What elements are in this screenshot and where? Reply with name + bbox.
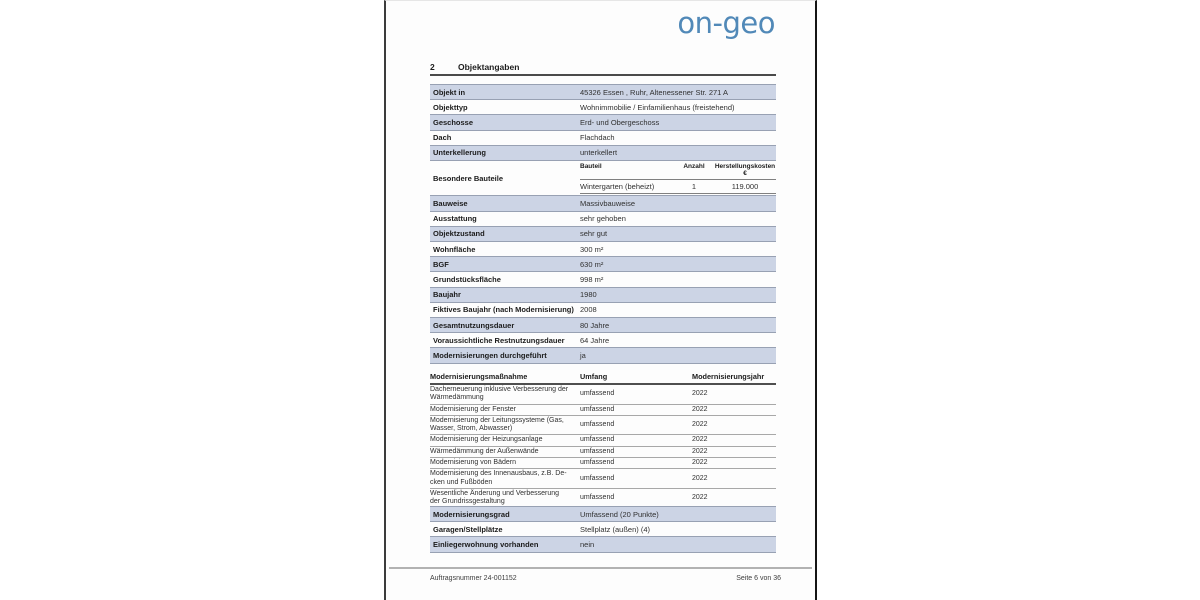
page-number: Seite 6 von 36 (736, 575, 781, 582)
row-value: Flachdach (580, 133, 615, 143)
row-label: Einliegerwohnung vorhanden (433, 539, 539, 549)
row-label: Gesamtnutzungsdauer (433, 320, 515, 330)
table-row (430, 131, 776, 146)
massnahme-cell: Wärmedämmung der Außenwände (430, 447, 539, 455)
modernisierung-row (430, 447, 776, 458)
jahr-cell: 2022 (692, 494, 708, 502)
table-row (430, 288, 776, 303)
table-row (430, 196, 776, 211)
jahr-cell: 2022 (692, 447, 708, 455)
row-label: Objektzustand (433, 229, 485, 239)
row-value: 45326 Essen , Ruhr, Altenessener Str. 271 A (580, 87, 729, 97)
row-value: sehr gehoben (580, 214, 626, 224)
massnahme-cell: Wesentliche Änderung und Verbesserung der Grundrissgestaltung (430, 489, 560, 506)
row-label: Grundstücksfläche (433, 274, 501, 284)
row-label: Baujahr (433, 290, 461, 300)
row-value: Umfassend (20 Punkte) (580, 509, 659, 519)
modernisierung-row (430, 435, 776, 446)
subtable-col-anzahl: Anzahl (683, 162, 705, 170)
modernisierung-row (430, 469, 776, 489)
subtable-col-kosten (714, 163, 776, 178)
row-value: 630 m² (580, 259, 604, 269)
property-table (430, 84, 776, 364)
row-value: Wohnimmobilie / Einfamilienhaus (freistehend) (580, 102, 735, 112)
subtable-anzahl: 1 (691, 182, 697, 192)
umfang-cell: umfassend (580, 405, 615, 413)
modernisierung-table-rows (430, 385, 776, 509)
row-value: Stellplatz (außen) (4) (580, 524, 651, 534)
table-row (430, 348, 776, 363)
subtable-col-kosten-unit: € (743, 170, 747, 178)
table-row (430, 115, 776, 130)
row-value: unterkellert (580, 148, 618, 158)
summary-table (430, 506, 776, 553)
document-page (384, 0, 817, 600)
table-row (430, 85, 776, 100)
row-value: Erd- und Obergeschoss (580, 117, 660, 127)
subtable-kosten: 119.000 (731, 182, 759, 192)
umfang-cell: umfassend (580, 421, 615, 429)
jahr-cell: 2022 (692, 474, 708, 482)
row-value: 1980 (580, 290, 597, 300)
subtable-item: Wintergarten (beheizt) (580, 182, 655, 192)
row-label: Besondere Bauteile (433, 173, 504, 183)
umfang-cell: umfassend (580, 390, 615, 398)
jahr-cell: 2022 (692, 390, 708, 398)
modernisierung-table (430, 372, 776, 509)
table-row (430, 507, 776, 522)
order-number: Auftragsnummer 24-001152 (430, 575, 517, 582)
row-value: 64 Jahre (580, 335, 610, 345)
table-row (430, 242, 776, 257)
table-row (430, 522, 776, 537)
row-value: 80 Jahre (580, 320, 610, 330)
row-label: Objekttyp (433, 102, 468, 112)
row-label: BGF (433, 259, 449, 269)
massnahme-cell: Modernisierung des Innenausbaus, z.B. Decken und Fußböden (430, 470, 567, 486)
row-label: Voraussichtliche Restnutzungsdauer (433, 335, 565, 345)
row-value: ja (580, 350, 586, 360)
table-row (430, 100, 776, 115)
row-label: Geschosse (433, 117, 474, 127)
modernisierung-row (430, 416, 776, 436)
column-header-massnahme: Modernisierungsmaßnahme (430, 372, 528, 381)
page-footer (430, 575, 781, 582)
modernisierung-row (430, 385, 776, 405)
umfang-cell: umfassend (580, 459, 615, 467)
row-value: nein (580, 539, 595, 549)
umfang-cell: umfassend (580, 494, 615, 502)
subtable-col-bauteil: Bauteil (580, 162, 602, 170)
row-label: Bauweise (433, 199, 468, 209)
row-value: 2008 (580, 305, 597, 315)
subtable-header (580, 163, 776, 180)
table-row (430, 146, 776, 161)
table-row (430, 212, 776, 227)
jahr-cell: 2022 (692, 459, 708, 467)
row-value: Massivbauweise (580, 199, 636, 209)
table-row (430, 227, 776, 242)
row-label: Ausstattung (433, 214, 477, 224)
massnahme-cell: Modernisierung der Heizungsanlage (430, 436, 543, 444)
jahr-cell: 2022 (692, 436, 708, 444)
massnahme-cell: Modernisierung der Leitungssysteme (Gas, Wasser, Strom, Abwasser) (430, 416, 564, 433)
subtable-col-kosten-label: Herstellungskosten (714, 162, 776, 170)
table-row (430, 537, 776, 552)
row-label: Objekt in (433, 87, 466, 97)
modernisierung-row (430, 405, 776, 416)
row-label: Garagen/Stellplätze (433, 524, 503, 534)
umfang-cell: umfassend (580, 474, 615, 482)
row-label: Modernisierungen durchgeführt (433, 350, 547, 360)
section-title: Objektangaben (458, 62, 520, 72)
massnahme-cell: Dacherneuerung inklusive Verbesserung der Wärmedämmung (430, 386, 569, 402)
row-value: 300 m² (580, 244, 604, 254)
column-header-jahr: Modernisierungsjahr (692, 372, 765, 381)
besondere-bauteile-subtable (580, 161, 776, 196)
row-label: Modernisierungsgrad (433, 509, 510, 519)
section-number: 2 (430, 62, 435, 72)
row-label: Fiktives Baujahr (nach Modernisierung) (433, 305, 574, 315)
row-label: Wohnfläche (433, 244, 476, 254)
modernisierung-table-header (430, 372, 776, 385)
column-header-umfang: Umfang (580, 372, 608, 381)
table-row (430, 257, 776, 272)
row-label: Unterkellerung (433, 148, 486, 158)
section-heading (430, 62, 776, 76)
umfang-cell: umfassend (580, 436, 615, 444)
umfang-cell: umfassend (580, 447, 615, 455)
table-row (430, 303, 776, 318)
modernisierung-row (430, 458, 776, 469)
table-row (430, 333, 776, 348)
jahr-cell: 2022 (692, 405, 708, 413)
table-row (430, 272, 776, 287)
table-row (430, 318, 776, 333)
row-value: sehr gut (580, 229, 608, 239)
row-value: 998 m² (580, 274, 604, 284)
jahr-cell: 2022 (692, 421, 708, 429)
row-label: Dach (433, 133, 452, 143)
massnahme-cell: Modernisierung von Bädern (430, 459, 516, 467)
subtable-row (580, 180, 776, 195)
footer-divider (389, 567, 812, 569)
ongeo-logo: on-geo (677, 6, 775, 40)
table-row (430, 161, 776, 197)
massnahme-cell: Modernisierung der Fenster (430, 405, 516, 413)
